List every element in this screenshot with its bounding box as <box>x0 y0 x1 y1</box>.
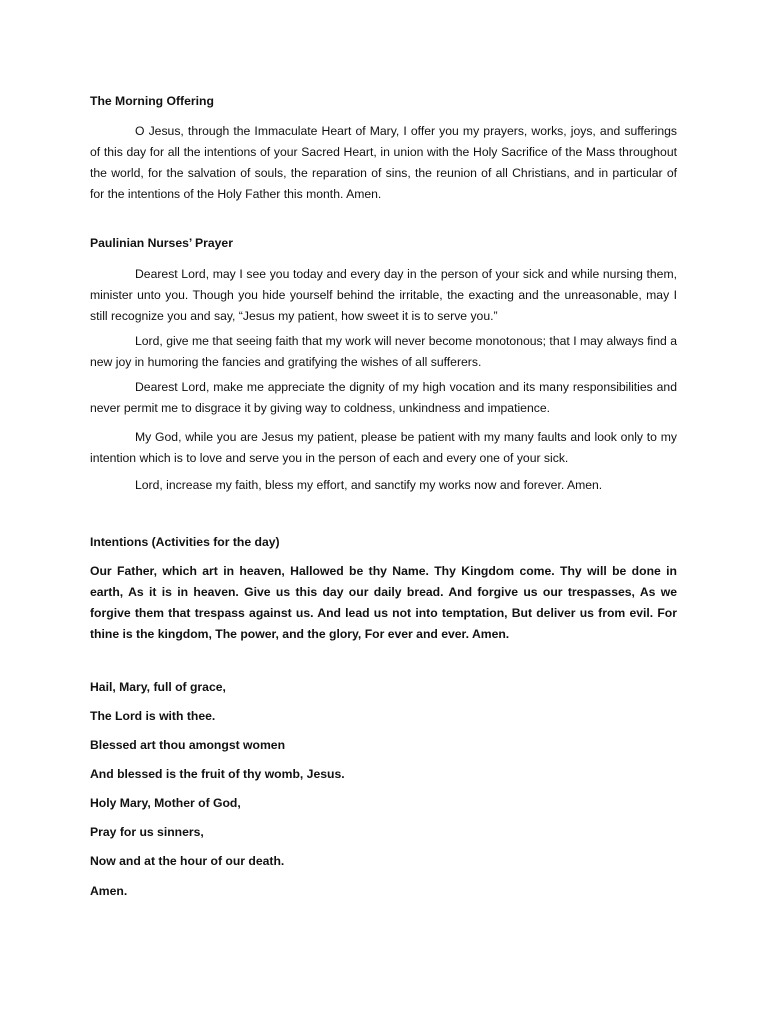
our-father-prayer: Our Father, which art in heaven, Hallowed be thy Name. Thy Kingdom come. Thy will be done in earth, As it is in heaven. Give us this day our daily bread. And forgive us our trespasses, As we forgive them that trespass against us. And lead us not into temptation, But deliver us from evil. For thine is the kingdom, The power, and the glory, For ever and ever. Amen. <box>90 564 677 641</box>
nurses-prayer-paragraph: Lord, give me that seeing faith that my work will never become monotonous; that I may always find a new joy in humoring the fancies and gratifying the wishes of all sufferers. <box>90 334 677 369</box>
hail-mary-line: Holy Mary, Mother of God, <box>90 796 241 810</box>
hail-mary-line: And blessed is the fruit of thy womb, Jesus. <box>90 767 345 781</box>
nurses-prayer-paragraph: My God, while you are Jesus my patient, please be patient with my many faults and look only to my intention which is to love and serve you in the person of each and every one of your sick. <box>90 430 677 465</box>
nurses-prayer-paragraph: Dearest Lord, may I see you today and every day in the person of your sick and while nursing them, minister unto you. Though you hide yourself behind the irritable, the exacting and the unreasonable, may I still recognize you and say, “Jesus my patient, how sweet it is to serve you.” <box>90 267 677 323</box>
hail-mary-line: Blessed art thou amongst women <box>90 738 286 752</box>
hail-mary-line: Amen. <box>90 884 128 898</box>
morning-offering-title: The Morning Offering <box>90 94 214 108</box>
hail-mary-line: Now and at the hour of our death. <box>90 854 285 868</box>
hail-mary-line: Hail, Mary, full of grace, <box>90 680 226 694</box>
morning-offering-body: O Jesus, through the Immaculate Heart of Mary, I offer you my prayers, works, joys, and sufferings of this day for all the intentions of your Sacred Heart, in union with the Holy Sacrifice of the Mass throughout the world, for the salvation of souls, the reparation of sins, the reunion of all Christians, and in particular of for the intentions of the Holy Father this month. Amen. <box>90 124 677 201</box>
nurses-prayer-paragraph: Dearest Lord, make me appreciate the dignity of my high vocation and its many responsibilities and never permit me to disgrace it by giving way to coldness, unkindness and impatience. <box>90 380 677 415</box>
hail-mary-line: The Lord is with thee. <box>90 709 216 723</box>
hail-mary-line: Pray for us sinners, <box>90 825 204 839</box>
intentions-title: Intentions (Activities for the day) <box>90 535 280 549</box>
nurses-prayer-paragraph: Lord, increase my faith, bless my effort, and sanctify my works now and forever. Amen. <box>135 478 603 492</box>
nurses-prayer-title: Paulinian Nurses’ Prayer <box>90 236 233 250</box>
